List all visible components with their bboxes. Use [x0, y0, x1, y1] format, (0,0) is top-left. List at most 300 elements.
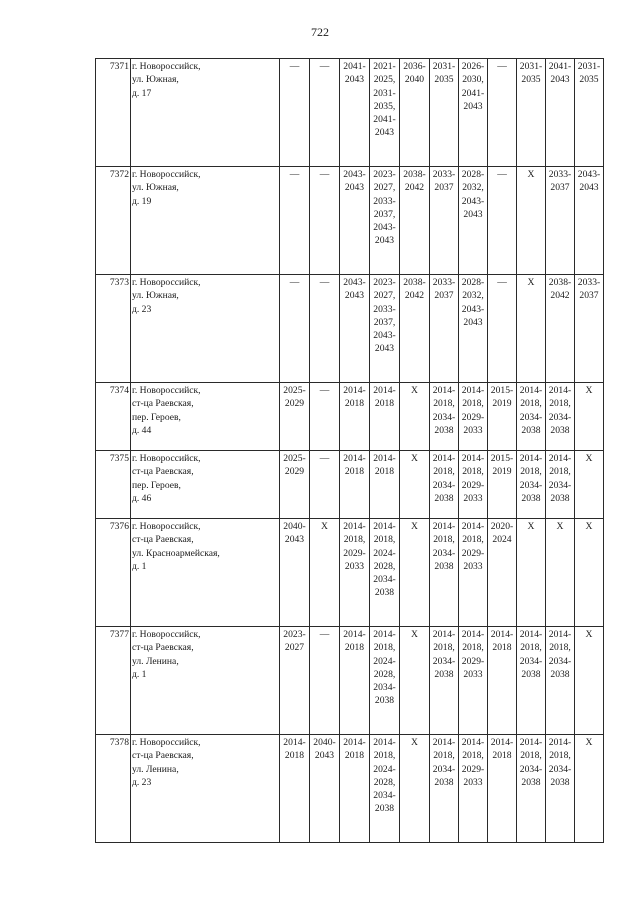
period-line: 2034- — [373, 790, 396, 802]
row-number: 7371 — [96, 59, 131, 167]
period-cell — [517, 451, 546, 519]
period-line: 2014- — [461, 385, 485, 396]
period-line: X — [411, 737, 418, 748]
period-line: 2018, — [373, 750, 396, 762]
address-line: г. Новороссийск, — [132, 737, 201, 748]
address-line: д. 19 — [132, 195, 152, 207]
period-line: 2034- — [373, 682, 396, 694]
period-line: 2021- — [373, 61, 396, 72]
period-line: 2034- — [373, 574, 396, 586]
row-number: 7376 — [96, 519, 131, 627]
period-line: 2014- — [343, 385, 366, 396]
period-cell — [546, 627, 575, 735]
period-cell — [517, 519, 546, 627]
period-line: 2018, — [433, 750, 455, 762]
period-line: 2043 — [314, 750, 335, 762]
period-line: 2033 — [463, 776, 483, 788]
period-line: 2014- — [432, 737, 456, 748]
schedule-table — [95, 58, 604, 843]
period-line: 2037 — [434, 290, 454, 302]
period-line: 2033- — [548, 169, 572, 180]
period-cell — [370, 627, 400, 735]
period-line: 2034- — [548, 479, 572, 491]
period-line: 2041- — [461, 87, 485, 99]
period-line: 2014- — [432, 629, 456, 640]
period-line: 2031- — [432, 61, 456, 72]
period-line: 2043- — [343, 169, 366, 180]
period-line: 2043- — [373, 330, 396, 342]
period-cell — [340, 735, 370, 843]
address-line: д. 46 — [132, 492, 152, 504]
period-line: 2014- — [373, 453, 396, 464]
period-line: 2035, — [373, 100, 396, 112]
period-line: 2018, — [549, 466, 571, 478]
address-line: д. 44 — [132, 424, 152, 436]
address-line: ул. Южная, — [132, 74, 179, 86]
address-line: д. 23 — [132, 303, 152, 315]
period-cell — [280, 383, 310, 451]
period-cell — [370, 735, 400, 843]
period-line: 2029 — [284, 466, 305, 478]
period-line: 2043 — [463, 316, 483, 328]
address-cell — [131, 275, 280, 383]
period-cell — [370, 519, 400, 627]
period-line: X — [527, 169, 535, 180]
period-line: 2014- — [461, 453, 485, 464]
period-line: 2023- — [283, 629, 306, 640]
period-cell — [488, 167, 517, 275]
period-line: 2035 — [521, 74, 541, 86]
period-line: 2020- — [490, 521, 514, 532]
period-cell — [430, 59, 459, 167]
period-line: 2043- — [373, 222, 396, 234]
period-line: 2025- — [283, 453, 306, 464]
period-line: X — [411, 629, 418, 640]
period-line: 2018, — [433, 466, 455, 478]
period-line: 2040- — [313, 737, 336, 748]
table-row — [96, 59, 604, 167]
period-line: — — [289, 277, 300, 288]
period-cell — [517, 59, 546, 167]
period-cell — [488, 275, 517, 383]
period-cell — [430, 735, 459, 843]
period-line: 2043 — [463, 208, 483, 220]
period-line: 2042 — [550, 290, 570, 302]
period-cell — [400, 275, 430, 383]
period-line: 2038 — [434, 776, 454, 788]
period-line: 2028, — [373, 668, 396, 680]
period-cell — [488, 735, 517, 843]
period-line: 2040 — [404, 74, 425, 86]
address-line: г. Новороссийск, — [132, 169, 201, 180]
period-line: 2031- — [373, 87, 396, 99]
period-line: 2030, — [462, 74, 484, 86]
period-cell — [310, 275, 340, 383]
period-line: 2037 — [550, 182, 570, 194]
period-line: 2034- — [432, 411, 456, 423]
period-line: 2029- — [461, 411, 485, 423]
period-line: 2043- — [461, 303, 485, 315]
period-cell — [459, 519, 488, 627]
period-line: 2038- — [403, 277, 426, 288]
period-cell — [370, 59, 400, 167]
period-line: X — [321, 521, 328, 532]
period-line: 2038 — [521, 424, 541, 436]
period-line: 2034- — [432, 479, 456, 491]
period-cell — [517, 735, 546, 843]
period-line: — — [319, 277, 330, 288]
period-line: 2037 — [579, 290, 599, 302]
row-number: 7374 — [96, 383, 131, 451]
period-line: 2029- — [461, 479, 485, 491]
period-line: 2014- — [373, 737, 396, 748]
address-cell — [131, 59, 280, 167]
period-line: X — [585, 521, 593, 532]
period-line: 2037 — [434, 182, 454, 194]
period-cell — [400, 627, 430, 735]
period-line: 2019 — [492, 398, 512, 410]
period-cell — [546, 451, 575, 519]
address-line: г. Новороссийск, — [132, 521, 201, 532]
period-cell — [430, 627, 459, 735]
period-line: 2024- — [373, 655, 396, 667]
period-line: 2038 — [521, 492, 541, 504]
period-line: 2018, — [549, 398, 571, 410]
period-line: 2041- — [548, 61, 572, 72]
address-line: г. Новороссийск, — [132, 453, 201, 464]
table-body — [96, 59, 604, 843]
period-cell — [280, 167, 310, 275]
period-line: 2018 — [344, 750, 365, 762]
period-line: 2018, — [549, 750, 571, 762]
period-cell — [280, 627, 310, 735]
period-line: 2043 — [344, 182, 365, 194]
period-cell — [340, 167, 370, 275]
period-cell — [400, 59, 430, 167]
period-line: — — [289, 61, 300, 72]
period-line: 2038 — [434, 424, 454, 436]
address-cell — [131, 167, 280, 275]
period-cell — [340, 627, 370, 735]
period-line: 2038- — [548, 277, 572, 288]
period-line: 2033 — [463, 424, 483, 436]
period-cell — [575, 167, 604, 275]
period-line: 2027, — [373, 182, 396, 194]
period-line: 2033- — [432, 169, 456, 180]
period-line: 2042 — [404, 290, 425, 302]
period-line: — — [497, 61, 507, 72]
period-line: 2014- — [373, 385, 396, 396]
table-row — [96, 627, 604, 735]
period-cell — [280, 451, 310, 519]
table-row — [96, 519, 604, 627]
period-line: 2015- — [490, 453, 514, 464]
period-cell — [340, 275, 370, 383]
period-cell — [546, 735, 575, 843]
period-line: 2018, — [462, 642, 484, 654]
address-line: ул. Ленина, — [132, 655, 179, 667]
row-number: 7375 — [96, 451, 131, 519]
period-line: 2043 — [374, 235, 395, 247]
period-line: 2018, — [373, 642, 396, 654]
period-line: X — [556, 521, 564, 532]
period-line: X — [411, 521, 418, 532]
period-cell — [517, 627, 546, 735]
address-line: д. 1 — [132, 560, 147, 572]
address-line: г. Новороссийск, — [132, 385, 201, 396]
address-line: ст-ца Раевская, — [132, 534, 194, 546]
period-cell — [400, 167, 430, 275]
row-number: 7372 — [96, 167, 131, 275]
period-line: 2014- — [548, 737, 572, 748]
period-line: 2038 — [550, 492, 570, 504]
period-line: 2034- — [519, 763, 543, 775]
period-line: 2038 — [434, 492, 454, 504]
period-cell — [546, 59, 575, 167]
period-cell — [488, 383, 517, 451]
period-line: 2014- — [461, 521, 485, 532]
address-line: пер. Героев, — [132, 411, 181, 423]
period-line: 2014- — [343, 629, 366, 640]
period-line: 2033 — [344, 560, 365, 572]
period-cell — [370, 167, 400, 275]
period-cell — [340, 451, 370, 519]
period-line: 2040- — [283, 521, 306, 532]
period-line: 2031- — [577, 61, 601, 72]
period-line: 2032, — [462, 290, 484, 302]
period-line: 2025, — [373, 74, 396, 86]
period-line: 2034- — [432, 547, 456, 559]
period-line: 2014- — [548, 629, 572, 640]
period-line: 2033- — [373, 195, 396, 207]
period-line: 2014- — [432, 521, 456, 532]
period-line: 2035 — [434, 74, 454, 86]
period-line: 2018, — [433, 642, 455, 654]
period-line: 2038 — [434, 668, 454, 680]
period-line: 2038- — [403, 169, 426, 180]
period-line: 2014- — [343, 453, 366, 464]
period-line: 2018, — [549, 642, 571, 654]
period-line: 2033- — [577, 277, 601, 288]
period-line: 2018, — [520, 466, 542, 478]
table-row — [96, 167, 604, 275]
address-line: д. 17 — [132, 87, 152, 99]
period-line: 2043 — [374, 343, 395, 355]
period-line: X — [527, 521, 535, 532]
period-cell — [310, 383, 340, 451]
period-line: 2028- — [461, 169, 485, 180]
period-line: — — [289, 169, 300, 180]
period-line: 2018 — [344, 398, 365, 410]
period-cell — [430, 275, 459, 383]
period-cell — [575, 59, 604, 167]
period-line: X — [411, 385, 418, 396]
period-line: 2014- — [461, 629, 485, 640]
period-line: 2018 — [284, 750, 305, 762]
period-line: 2018, — [462, 398, 484, 410]
period-cell — [280, 59, 310, 167]
period-line: 2034- — [519, 411, 543, 423]
period-line: 2038 — [374, 695, 395, 707]
period-line: 2027 — [284, 642, 305, 654]
period-line: 2014- — [343, 521, 366, 532]
address-line: ул. Южная, — [132, 290, 179, 302]
period-line: 2014- — [490, 629, 514, 640]
period-line: 2038 — [550, 424, 570, 436]
period-cell — [575, 275, 604, 383]
period-line: 2031- — [519, 61, 543, 72]
period-cell — [546, 275, 575, 383]
period-line: 2043 — [344, 290, 365, 302]
period-cell — [430, 167, 459, 275]
period-line: 2014- — [432, 453, 456, 464]
period-line: 2034- — [548, 763, 572, 775]
period-line: 2034- — [548, 411, 572, 423]
period-line: 2029- — [343, 547, 366, 559]
period-line: X — [585, 385, 593, 396]
period-cell — [310, 59, 340, 167]
period-cell — [310, 451, 340, 519]
table-row — [96, 383, 604, 451]
period-line: 2042 — [404, 182, 425, 194]
period-line: 2018, — [520, 642, 542, 654]
period-cell — [459, 627, 488, 735]
period-line: 2014- — [373, 629, 396, 640]
period-cell — [575, 519, 604, 627]
period-cell — [400, 451, 430, 519]
address-cell — [131, 735, 280, 843]
period-line: 2034- — [432, 655, 456, 667]
period-cell — [280, 519, 310, 627]
period-cell — [575, 735, 604, 843]
address-line: ул. Красноармейская, — [132, 547, 220, 559]
period-cell — [575, 627, 604, 735]
period-line: 2018, — [433, 534, 455, 546]
address-cell — [131, 451, 280, 519]
period-cell — [370, 451, 400, 519]
period-line: 2035 — [579, 74, 599, 86]
period-line: 2018, — [520, 750, 542, 762]
period-cell — [459, 383, 488, 451]
address-line: г. Новороссийск, — [132, 61, 201, 72]
period-line: 2018, — [520, 398, 542, 410]
period-cell — [370, 383, 400, 451]
period-line: — — [319, 629, 330, 640]
period-cell — [430, 383, 459, 451]
period-line: 2043 — [550, 74, 570, 86]
period-line: 2043 — [579, 182, 599, 194]
address-cell — [131, 627, 280, 735]
period-line: 2043 — [463, 100, 483, 112]
period-line: 2037, — [373, 316, 396, 328]
period-cell — [488, 451, 517, 519]
table-row — [96, 451, 604, 519]
period-cell — [340, 59, 370, 167]
row-number: 7373 — [96, 275, 131, 383]
period-cell — [488, 519, 517, 627]
period-line: 2036- — [403, 61, 426, 72]
period-cell — [459, 59, 488, 167]
period-line: — — [497, 169, 507, 180]
period-line: 2014- — [343, 737, 366, 748]
period-line: 2033 — [463, 668, 483, 680]
period-line: 2038 — [521, 776, 541, 788]
period-line: — — [497, 277, 507, 288]
period-line: 2038 — [434, 560, 454, 572]
period-line: X — [585, 453, 593, 464]
period-line: 2023- — [373, 277, 396, 288]
period-line: 2014- — [283, 737, 306, 748]
period-cell — [517, 383, 546, 451]
period-cell — [459, 735, 488, 843]
period-line: 2018 — [492, 750, 512, 762]
period-line: 2041- — [373, 114, 396, 126]
period-line: 2027, — [373, 290, 396, 302]
period-line: X — [585, 629, 593, 640]
period-cell — [280, 275, 310, 383]
period-line: 2024 — [492, 534, 512, 546]
period-line: 2014- — [519, 629, 543, 640]
period-line: — — [319, 453, 330, 464]
period-cell — [575, 383, 604, 451]
period-line: 2014- — [490, 737, 514, 748]
period-cell — [488, 59, 517, 167]
address-line: ст-ца Раевская, — [132, 750, 194, 762]
address-line: ст-ца Раевская, — [132, 642, 194, 654]
table-row — [96, 275, 604, 383]
period-line: 2018, — [462, 534, 484, 546]
period-line: 2028, — [373, 560, 396, 572]
period-line: 2029- — [461, 547, 485, 559]
period-line: 2033- — [432, 277, 456, 288]
period-line: 2041- — [343, 61, 366, 72]
period-line: 2043- — [461, 195, 485, 207]
period-line: 2038 — [550, 776, 570, 788]
period-line: — — [319, 169, 330, 180]
period-line: 2014- — [519, 737, 543, 748]
period-line: 2029- — [461, 763, 485, 775]
period-line: 2026- — [461, 61, 485, 72]
address-cell — [131, 519, 280, 627]
period-line: 2037, — [373, 208, 396, 220]
period-line: 2018 — [344, 642, 365, 654]
period-cell — [459, 275, 488, 383]
address-line: ст-ца Раевская, — [132, 398, 194, 410]
period-cell — [517, 275, 546, 383]
address-line: г. Новороссийск, — [132, 629, 201, 640]
address-line: д. 1 — [132, 668, 147, 680]
address-line: г. Новороссийск, — [132, 277, 201, 288]
period-line: 2038 — [550, 668, 570, 680]
period-line: 2024- — [373, 763, 396, 775]
period-cell — [310, 735, 340, 843]
period-line: 2034- — [548, 655, 572, 667]
period-line: 2033 — [463, 492, 483, 504]
period-line: 2014- — [519, 385, 543, 396]
period-line: 2032, — [462, 182, 484, 194]
period-line: 2018 — [492, 642, 512, 654]
period-line: 2018, — [343, 534, 366, 546]
period-cell — [310, 519, 340, 627]
period-line: 2024- — [373, 547, 396, 559]
period-line: 2034- — [519, 655, 543, 667]
period-cell — [340, 383, 370, 451]
period-line: 2034- — [432, 763, 456, 775]
period-line: 2018, — [433, 398, 455, 410]
page-number: 722 — [311, 25, 329, 39]
period-cell — [400, 519, 430, 627]
address-line: пер. Героев, — [132, 479, 181, 491]
